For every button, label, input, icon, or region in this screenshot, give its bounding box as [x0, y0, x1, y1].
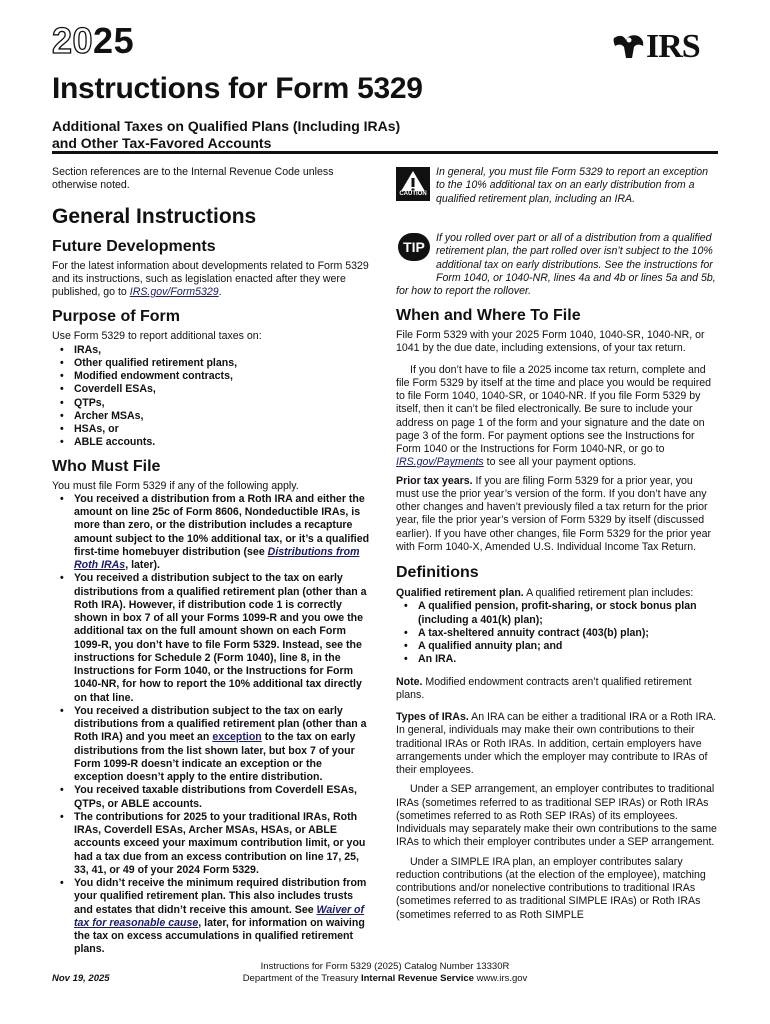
who-must-file-list [52, 493, 374, 957]
list-item [52, 493, 374, 573]
list-item: • Archer MSAs, [52, 410, 374, 423]
roth-distributions-link[interactable]: Distributions from Roth IRAs [74, 545, 360, 571]
list-item: • An IRA. [396, 653, 718, 666]
item-text: You didn’t receive the minimum required distribution from your qualified retirement plan. This also includes trusts and estates that didn’t receive this amount. See [74, 877, 367, 916]
future-end: . [218, 286, 222, 298]
footer [185, 961, 585, 985]
prior-text: If you are filing Form 5329 for a prior year, you must use the prior year’s version of the form. If you don’t have any other changes and haven’t previously filed a tax return for the prior year, file the prior year’s version of Form 5329 by itself (discussed earlier). If you have other changes, file Form 5329 for the prior year with Form 1040-X, Amended U.S. Individual Income Tax Return. [396, 474, 712, 553]
list-item: • Other qualified retirement plans, [52, 357, 374, 370]
year-outline: 20 [52, 20, 94, 61]
list-item: • A tax-sheltered annuity contract (403(b) plan); [396, 627, 718, 640]
list-item: • Modified endowment contracts, [52, 370, 374, 383]
future-developments-heading: Future Developments [52, 237, 216, 255]
purpose-text: Use Form 5329 to report additional taxes on: [52, 330, 262, 343]
list-item: • A qualified pension, profit-sharing, or stock bonus plan (including a 401(k) plan); [396, 600, 718, 627]
item-text-end: , later). [125, 559, 160, 571]
future-text: For the latest information about developments related to Form 5329 and its instructions, such as legislation enacted after they were published, go to [52, 259, 369, 298]
when-text-2 [396, 364, 718, 470]
page-title: Instructions for Form 5329 [52, 72, 423, 105]
list-item: • IRAs, [52, 344, 374, 357]
item-text-end: to the tax on early distributions from the list shown later, but box 7 of your Form 1099-R doesn’t indicate an exception or the exception doesn’t apply to the entire distribution. [74, 731, 356, 783]
note-label: Note. [396, 675, 423, 688]
subtitle-line-2: and Other Tax-Favored Accounts [52, 135, 272, 151]
who-must-file-heading: Who Must File [52, 457, 161, 475]
caution-text: In general, you must file Form 5329 to report an exception to the 10% additional tax on an early distribution from a qualified retirement plan, including an IRA. [436, 166, 709, 205]
list-item: • The contributions for 2025 to your traditional IRAs, Roth IRAs, Coverdell ESAs, Archer MSAs, HSAs, or ABLE accounts exceed your maximum contribution limit, or you had a tax due from an excess contribution on line 17, 25, 33, 41, or 49 of your 2024 Form 5329. [52, 811, 374, 877]
footer-dept: Department of the Treasury [242, 973, 361, 984]
who-must-file-text: You must file Form 5329 if any of the following apply. [52, 479, 299, 492]
when-text-2a: If you don’t have to file a 2025 income tax return, complete and file Form 5329 by itself at the time and place you would be required to file Form 1040, 1040-SR, or 1040-NR. If you file Form 5329 by itself, then it can’t be filed electronically. Be sure to include your address on page 1 of the form and your signature and the date on page 3 of the form. For payment options see the Instructions for Form 1040 or the Instructions for Form 1040-NR, or go to [396, 363, 712, 455]
tip-text: If you rolled over part or all of a distribution from a qualified retirement plan, the part rolled over isn’t subject to the 10% additional tax on early distributions. See the instructions for Form 1040, or 1040-NR, lines 4a and 4b or lines 5a and 5b, for how to report the rollover. [396, 232, 716, 297]
list-item [52, 877, 374, 957]
prior-years-text [396, 475, 718, 555]
item-text: You received a distribution subject to the tax on early distributions from a qualified retirement plan (other than a Roth IRA) and you meet an [74, 704, 367, 744]
types-label: Types of IRAs. [396, 711, 469, 723]
list-item: • ABLE accounts. [52, 436, 374, 449]
footer-line-1: Instructions for Form 5329 (2025) Catalog Number 13330R [260, 961, 510, 972]
simple-text: Under a SIMPLE IRA plan, an employer contributes salary reduction contributions (at the election of the employee), matching contributions and/or nonelective contributions to traditional IRAs (sometimes referred to as traditional SIMPLE IRAs) or Roth IRAs (sometimes referred to as Roth SIMPLE [396, 855, 706, 921]
tip-label: TIP [403, 239, 425, 255]
list-item: • You received taxable distributions from Coverdell ESAs, QTPs, or ABLE accounts. [52, 784, 374, 811]
when-text-2b: to see all your payment options. [483, 456, 637, 469]
list-item: • QTPs, [52, 397, 374, 410]
caution-note [396, 166, 718, 206]
purpose-list [52, 344, 374, 450]
purpose-heading: Purpose of Form [52, 308, 181, 326]
right-column [396, 306, 718, 922]
footer-website: www.irs.gov [473, 973, 528, 984]
list-item: • HSAs, or [52, 423, 374, 436]
footer-irs: Internal Revenue Service [360, 973, 474, 984]
logo-text: IRS [646, 28, 700, 65]
qrp-label: Qualified retirement plan. [396, 587, 524, 599]
caution-label: CAUTION [396, 191, 430, 197]
future-developments-text [52, 260, 374, 300]
irs-logo [612, 30, 700, 64]
subtitle-line-1: Additional Taxes on Qualified Plans (Including IRAs) [52, 118, 401, 134]
list-item: • You received a distribution subject to the tax on early distributions from a qualified retirement plan (other than a Roth IRA). However, if distribution code 1 is correctly shown in box 7 of all your Forms 1099-R and you owe the additional tax on the full amount shown on each Form 1099-R, you don’t have to file Form 5329. Instead, see the instructions for Schedule 2 (Form 1040), line 8, in the Instructions for Form 1040, or the Instructions for Form 1040-NR, for how to report the 10% additional tax directly on that line. [52, 572, 374, 705]
left-column [52, 166, 374, 957]
definitions-heading: Definitions [396, 564, 479, 581]
prior-label: Prior tax years. [396, 474, 473, 487]
qrp-list [396, 600, 718, 666]
qrp-text-body: A qualified retirement plan includes: [523, 587, 694, 599]
tip-note [396, 232, 718, 298]
sep-text: Under a SEP arrangement, an employer contributes to traditional IRAs (sometimes referred to as traditional SEP IRAs) or Roth IRAs (sometimes referred to as Roth SEP IRAs) of its employees. Individuals may separately make their own contributions to the same IRAs to which their employer contributes under a SEP arrangement. [396, 783, 717, 849]
qrp-text [396, 587, 718, 600]
note-body: Modified endowment contracts aren’t qualified retirement plans. [396, 675, 692, 701]
types-text [396, 711, 718, 777]
types-body: An IRA can be either a traditional IRA or a Roth IRA. In general, individuals may make their own contributions to their traditional IRAs or Roth IRAs. In addition, certain employers have arrangements under which the employer may contribute to IRAs of their employees. [396, 711, 717, 776]
when-text: File Form 5329 with your 2025 Form 1040, 1040-SR, 1040-NR, or 1041 by the due date, including extensions, of your tax return. [396, 329, 705, 355]
list-item: • Coverdell ESAs, [52, 383, 374, 396]
exception-link[interactable]: exception [212, 731, 262, 744]
year-solid: 25 [93, 20, 135, 61]
form5329-link[interactable]: IRS.gov/Form5329 [129, 286, 219, 298]
when-where-heading: When and Where To File [396, 307, 581, 324]
item-text: You received a distribution from a Roth IRA and either the amount on line 25c of Form 8606, Nondeductible IRAs, is more than zero, or the distribution includes a recapture amount subject to the 10% additional tax, or it’s a qualified first-time homebuyer distribution (see [74, 492, 370, 558]
intro-text: Section references are to the Internal Revenue Code unless otherwise noted. [52, 166, 334, 192]
payments-link[interactable]: IRS.gov/Payments [396, 456, 484, 469]
header-rule [52, 151, 718, 154]
eagle-icon [612, 32, 646, 62]
subtitle [52, 118, 400, 152]
list-item: • A qualified annuity plan; and [396, 640, 718, 653]
year-mark [52, 20, 134, 62]
footer-date: Nov 19, 2025 [52, 973, 110, 984]
note-text [396, 676, 718, 703]
list-item [52, 705, 374, 785]
waiver-link[interactable]: Waiver of tax for reasonable cause [74, 903, 365, 929]
item-text-end: , later, for information on waiving the tax on excess accumulations in qualified retirement plans. [74, 916, 365, 956]
footer-line-2 [185, 973, 585, 985]
general-instructions-heading: General Instructions [52, 204, 257, 228]
